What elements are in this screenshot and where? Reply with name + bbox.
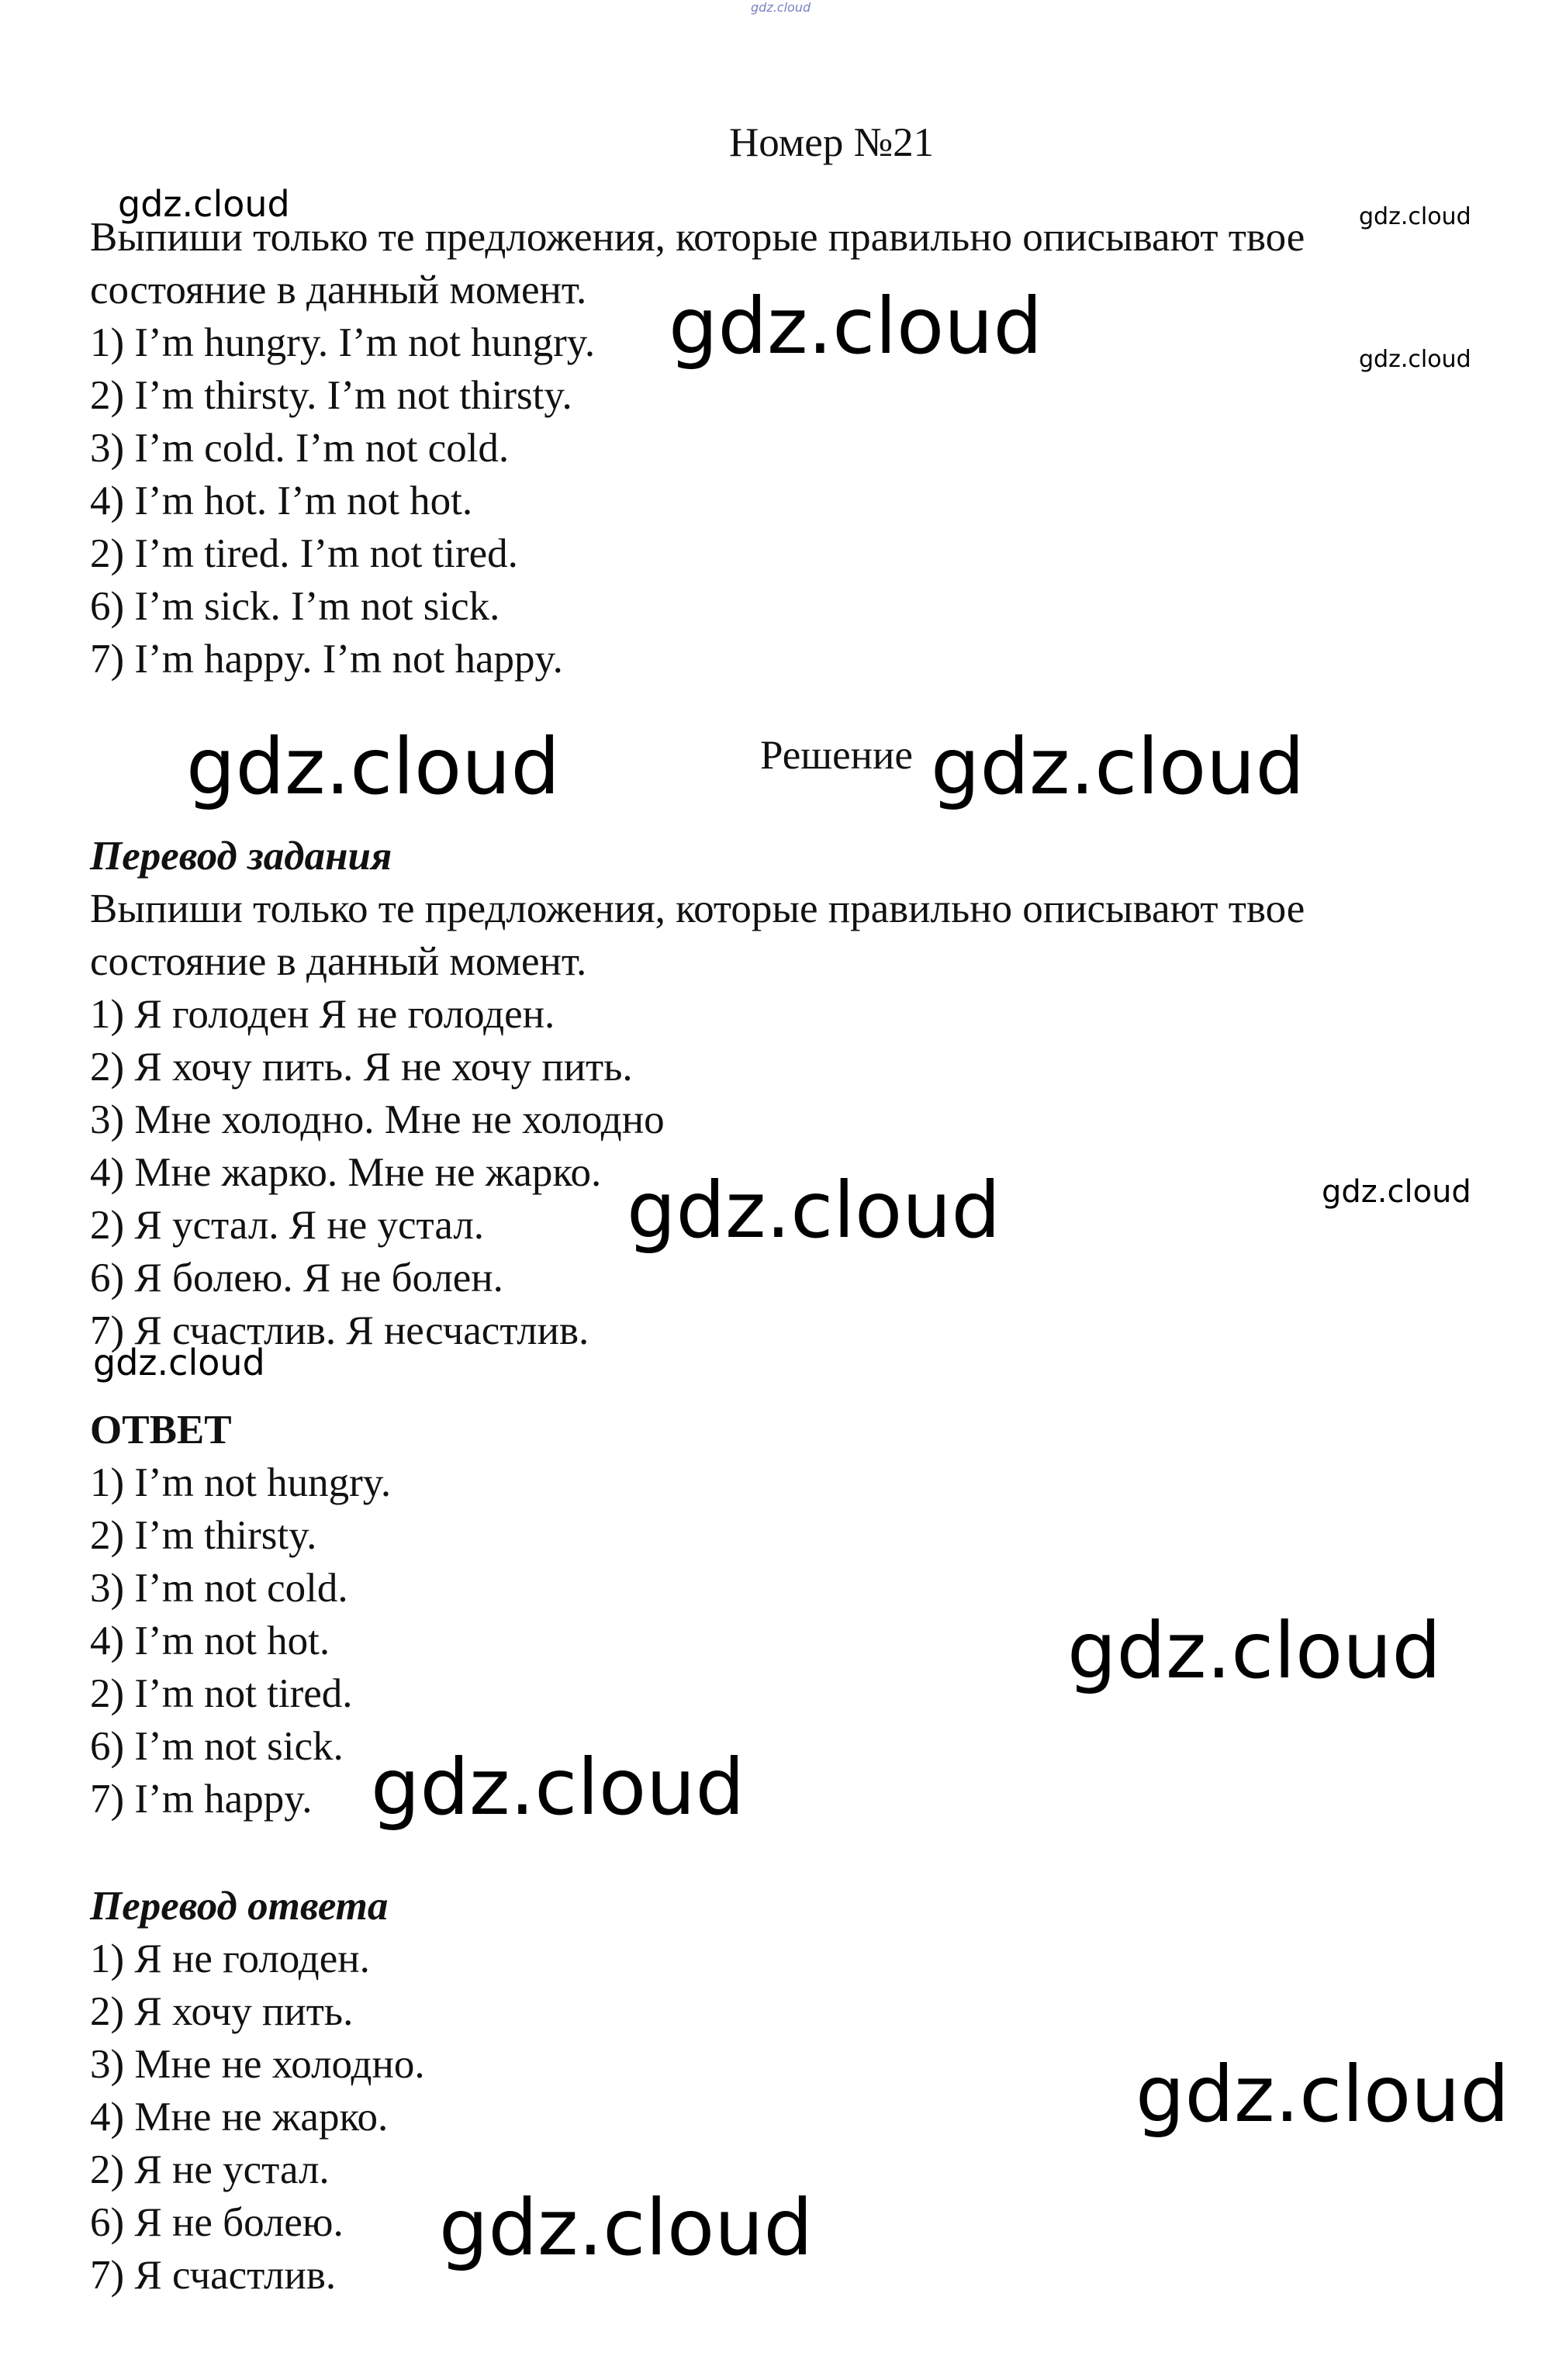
- answer-item: 4) I’m not hot.: [90, 1618, 330, 1663]
- answer-translation-item: 7) Я счастлив.: [90, 2253, 337, 2298]
- translation-item: 2) Я устал. Я не устал.: [90, 1203, 485, 1248]
- watermark: gdz.cloud: [1136, 2049, 1510, 2140]
- watermark: gdz.cloud: [669, 281, 1043, 371]
- answer-translation-item: 3) Мне не холодно.: [90, 2042, 425, 2087]
- answer-translation-item: 2) Я не устал.: [90, 2147, 330, 2192]
- task-item: 4) I’m hot. I’m not hot.: [90, 478, 473, 523]
- watermark: gdz.cloud: [1067, 1605, 1442, 1696]
- watermark: gdz.cloud: [1322, 1174, 1471, 1210]
- page-title: Номер №21: [729, 120, 935, 165]
- task-item: 1) I’m hungry. I’m not hungry.: [90, 320, 596, 365]
- watermark: gdz.cloud: [371, 1742, 745, 1832]
- task-item: 2) I’m thirsty. I’m not thirsty.: [90, 373, 572, 418]
- translation-item: 4) Мне жарко. Мне не жарко.: [90, 1150, 602, 1195]
- answer-translation-item: 1) Я не голоден.: [90, 1936, 370, 1981]
- answer-item: 3) I’m not cold.: [90, 1566, 348, 1611]
- solution-label: Решение: [760, 733, 913, 778]
- task-line: Выпиши только те предложения, которые правильно описывают твое: [90, 215, 1305, 260]
- translation-line: Выпиши только те предложения, которые правильно описывают твое: [90, 886, 1305, 931]
- answer-translation-item: 6) Я не болею.: [90, 2200, 344, 2245]
- answer-item: 1) I’m not hungry.: [90, 1460, 392, 1505]
- watermark-top: gdz.cloud: [751, 0, 811, 15]
- task-item: 2) I’m tired. I’m not tired.: [90, 531, 518, 576]
- watermark: gdz.cloud: [439, 2182, 814, 2273]
- answer-item: 2) I’m thirsty.: [90, 1513, 317, 1558]
- answer-translation-heading: Перевод ответа: [90, 1884, 389, 1929]
- translation-item: 1) Я голоден Я не голоден.: [90, 992, 555, 1037]
- answer-translation-item: 2) Я хочу пить.: [90, 1989, 354, 2034]
- translation-item: 6) Я болею. Я не болен.: [90, 1256, 503, 1301]
- task-item: 3) I’m cold. I’m not cold.: [90, 426, 510, 471]
- task-translation-heading: Перевод задания: [90, 834, 392, 879]
- watermark: gdz.cloud: [627, 1165, 1001, 1256]
- watermark: gdz.cloud: [118, 183, 290, 225]
- answer-heading: ОТВЕТ: [90, 1408, 232, 1453]
- translation-line: состояние в данный момент.: [90, 939, 587, 984]
- translation-item: 7) Я счастлив. Я несчастлив.: [90, 1308, 589, 1353]
- answer-item: 7) I’m happy.: [90, 1777, 313, 1822]
- translation-item: 3) Мне холодно. Мне не холодно: [90, 1097, 665, 1142]
- translation-item: 2) Я хочу пить. Я не хочу пить.: [90, 1045, 633, 1090]
- task-line: состояние в данный момент.: [90, 268, 587, 313]
- watermark: gdz.cloud: [186, 721, 561, 812]
- watermark: gdz.cloud: [93, 1342, 265, 1383]
- task-item: 6) I’m sick. I’m not sick.: [90, 584, 500, 629]
- answer-item: 2) I’m not tired.: [90, 1671, 353, 1716]
- watermark: gdz.cloud: [1359, 346, 1471, 373]
- answer-translation-item: 4) Мне не жарко.: [90, 2095, 389, 2140]
- task-item: 7) I’m happy. I’m not happy.: [90, 637, 563, 682]
- answer-item: 6) I’m not sick.: [90, 1724, 344, 1769]
- watermark: gdz.cloud: [1359, 203, 1471, 230]
- watermark: gdz.cloud: [931, 721, 1305, 812]
